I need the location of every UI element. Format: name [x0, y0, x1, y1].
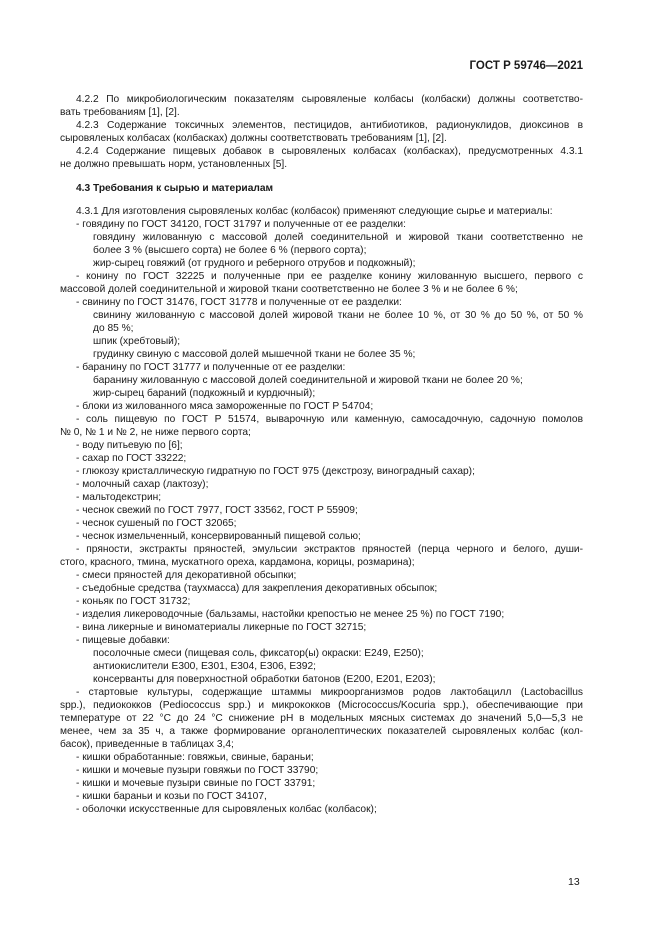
text-line: температуре от 22 °С до 24 °С снижение pH в модельных мясных системах до значений 5,0—5,3 не: [60, 713, 583, 724]
text-line: вать требованиям [1], [2].: [60, 107, 180, 118]
list-item: - свинину по ГОСТ 31476, ГОСТ 31778 и полученные от ее разделки:: [76, 297, 402, 308]
sub-item: жир-сырец бараний (подкожный и курдючный);: [93, 388, 316, 399]
list-item: - молочный сахар (лактозу);: [76, 479, 209, 490]
sub-item: антиокислители Е300, Е301, Е304, Е306, Е392;: [93, 661, 316, 672]
list-item: - смеси пряностей для декоративной обсыпки;: [76, 570, 297, 581]
sub-item: посолочные смеси (пищевая соль, фиксатор(ы) окраски: Е249, Е250);: [93, 648, 424, 659]
list-item: - сахар по ГОСТ 33222;: [76, 453, 187, 464]
list-item: - мальтодекстрин;: [76, 492, 162, 503]
list-item: - кишки обработанные: говяжьи, свиные, бараньи;: [76, 752, 314, 763]
list-item: - баранину по ГОСТ 31777 и полученные от ее разделки:: [76, 362, 346, 373]
list-item: - воду питьевую по [6];: [76, 440, 183, 451]
text-line: стого, красного, тмина, мускатного ореха, кардамона, корицы, розмарина);: [60, 557, 415, 568]
text-line: сыровяленых колбасах (колбасках) должны соответствовать требованиям [1], [2].: [60, 133, 447, 144]
list-item: - изделия ликероводочные (бальзамы, настойки крепостью не менее 25 %) по ГОСТ 7190;: [76, 609, 505, 620]
sub-item: до 85 %;: [93, 323, 134, 334]
list-item: - пищевые добавки:: [76, 635, 170, 646]
page-number: 13: [568, 876, 580, 888]
list-item: - коньяк по ГОСТ 31732;: [76, 596, 191, 607]
sub-item: шпик (хребтовый);: [93, 336, 181, 347]
list-item: - оболочки искусственные для сыровяленых колбас (колбасок);: [76, 804, 377, 815]
section-heading: 4.3 Требования к сырью и материалам: [76, 183, 274, 194]
list-item: - стартовые культуры, содержащие штаммы микроорганизмов родов лактобацилл (Lactobacillus: [76, 687, 583, 698]
list-item: - пряности, экстракты пряностей, эмульсии экстрактов пряностей (перца черного и белого, души-: [76, 544, 583, 555]
text-line: 4.2.3 Содержание токсичных элементов, пестицидов, антибиотиков, радионуклидов, диоксинов в: [76, 120, 583, 131]
text-line: менее, чем за 35 ч, а также формирование органолептических показателей сыровяленых колбас (кол-: [60, 726, 583, 737]
text-line: № 0, № 1 и № 2, не ниже первого сорта;: [60, 427, 251, 438]
text-line: не должно превышать норм, установленных [5].: [60, 159, 288, 170]
text-line: 4.2.2 По микробиологическим показателям сыровяленые колбасы (колбаски) должны соответство-: [76, 94, 583, 105]
sub-item: говядину жилованную с массовой долей соединительной и жировой ткани соответственно не: [93, 232, 583, 243]
list-item: - съедобные средства (таухмасса) для закрепления декоративных обсыпок;: [76, 583, 438, 594]
list-item: - глюкозу кристаллическую гидратную по ГОСТ 975 (декстрозу, виноградный сахар);: [76, 466, 475, 477]
list-item: - чеснок сушеный по ГОСТ 32065;: [76, 518, 237, 529]
list-item: - чеснок измельченный, консервированный пищевой солью;: [76, 531, 361, 542]
sub-item: консерванты для поверхностной обработки батонов (Е200, Е201, Е203);: [93, 674, 436, 685]
list-item: - соль пищевую по ГОСТ Р 51574, выварочную или каменную, самосадочную, садочную помолов: [76, 414, 583, 425]
sub-item: более 3 % (высшего сорта) не более 6 % (первого сорта);: [93, 245, 367, 256]
text-line: 4.2.4 Содержание пищевых добавок в сыровяленых колбасах (колбасках), предусмотренных 4.3.1: [76, 146, 583, 157]
list-item: - кишки и мочевые пузыри свиные по ГОСТ 33791;: [76, 778, 316, 789]
list-item: - вина ликерные и виноматериалы ликерные по ГОСТ 32715;: [76, 622, 367, 633]
sub-item: свинину жилованную с массовой долей жировой ткани не более 10 %, от 30 % до 50 %, от 50 %: [93, 310, 583, 321]
sub-item: грудинку свиную с массовой долей мышечной ткани не более 35 %;: [93, 349, 416, 360]
sub-item: баранину жилованную с массовой долей соединительной и жировой ткани не более 20 %;: [93, 375, 523, 386]
text-line: 4.3.1 Для изготовления сыровяленых колбас (колбасок) применяют следующие сырье и материалы:: [76, 206, 553, 217]
text-line: массовой долей соединительной и жировой ткани соответственно не более 3 % и не более 6 %;: [60, 284, 518, 295]
list-item: - кишки и мочевые пузыри говяжьи по ГОСТ 33790;: [76, 765, 319, 776]
list-item: - чеснок свежий по ГОСТ 7977, ГОСТ 33562, ГОСТ Р 55909;: [76, 505, 358, 516]
list-item: - конину по ГОСТ 32225 и полученные при ее разделке конину жилованную высшего, первого с: [76, 271, 583, 282]
list-item: - блоки из жилованного мяса замороженные по ГОСТ Р 54704;: [76, 401, 374, 412]
text-line: spp.), педиококков (Pediococcus spp.) и микрококков (Micrococcus/Kocuria spp.), обеспечивающие при: [60, 700, 583, 711]
standard-header: ГОСТ Р 59746—2021: [469, 60, 583, 72]
list-item: - говядину по ГОСТ 34120, ГОСТ 31797 и полученные от ее разделки:: [76, 219, 406, 230]
list-item: - кишки бараньи и козьи по ГОСТ 34107,: [76, 791, 267, 802]
sub-item: жир-сырец говяжий (от грудного и реберного отрубов и подкожный);: [93, 258, 416, 269]
text-line: басок), приведенные в таблицах 3,4;: [60, 739, 234, 750]
